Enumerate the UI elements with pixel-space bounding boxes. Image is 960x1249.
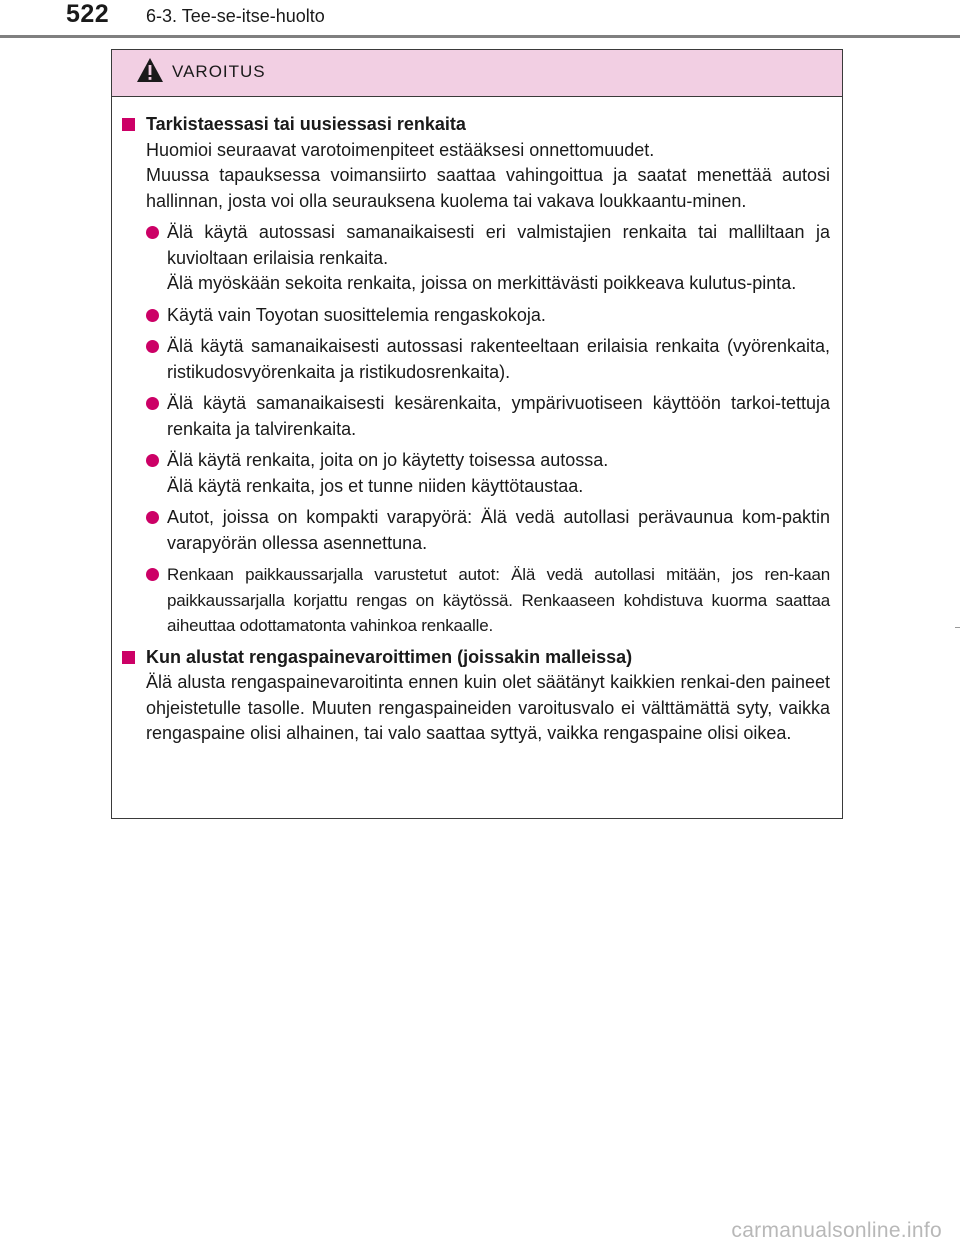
bullet-item [122, 391, 830, 442]
margin-tick [955, 627, 960, 628]
bullet-item [122, 562, 830, 639]
round-bullet-icon [146, 226, 159, 239]
round-bullet-icon [146, 454, 159, 467]
section-heading-text: Kun alustat rengaspainevaroittimen (joissakin malleissa) [146, 646, 633, 667]
bullet-text: Älä käytä renkaita, jos et tunne niiden käyttötaustaa. [167, 475, 584, 496]
bullet-text: Renkaan paikkaussarjalla varustetut autot: Älä vedä autollasi mitään, jos ren-kaan paikkaussarjalla korjattu rengas on käytössä. Renkaaseen kohdistuva kuorma saattaa aiheuttaa odottamatonta vahinkoa renkaalle. [167, 565, 830, 635]
section-heading-text: Tarkistaessasi tai uusiessasi renkaita [146, 114, 466, 134]
bullet-item [122, 334, 830, 385]
bullet-text: Käytä vain Toyotan suosittelemia rengaskokoja. [167, 304, 546, 325]
warning-label: VAROITUS [172, 62, 266, 81]
round-bullet-icon [146, 340, 159, 353]
section-title: 6-3. Tee-se-itse-huolto [146, 6, 325, 26]
watermark: carmanualsonline.info [731, 1219, 942, 1242]
bullet-text: Älä käytä samanaikaisesti autossasi rakenteeltaan erilaisia renkaita (vyörenkaita, ristikudosvyörenkaita ja ristikudosrenkaita). [167, 336, 830, 382]
bullet-text: Älä myöskään sekoita renkaita, joissa on merkittävästi poikkeava kulutus-pinta. [167, 273, 797, 293]
section-heading [122, 645, 830, 671]
bullet-item [122, 220, 830, 297]
warning-box [111, 49, 843, 819]
intro-line: Huomioi seuraavat varotoimenpiteet estääksesi onnettomuudet. [146, 139, 655, 160]
intro-paragraph [122, 138, 830, 215]
bullet-item [122, 303, 830, 329]
round-bullet-icon [146, 511, 159, 524]
bullet-item [122, 505, 830, 556]
warning-header [112, 50, 842, 97]
intro-line: Muussa tapauksessa voimansiirto saattaa vahingoittua ja saatat menettää autosi hallinnan, josta voi olla seurauksena kuolema tai vakava loukkaantu-minen. [146, 165, 830, 211]
square-bullet-icon [122, 118, 135, 131]
page-number: 522 [66, 0, 110, 28]
warning-body [112, 97, 842, 747]
round-bullet-icon [146, 568, 159, 581]
round-bullet-icon [146, 309, 159, 322]
section-heading [122, 112, 830, 138]
bullet-text: Älä käytä renkaita, joita on jo käytetty toisessa autossa. [167, 450, 609, 470]
bullet-item [122, 448, 830, 499]
warning-triangle-icon [136, 57, 164, 88]
header-divider [0, 35, 960, 38]
round-bullet-icon [146, 397, 159, 410]
section-paragraph: Älä alusta rengaspainevaroitinta ennen kuin olet säätänyt kaikkien renkai-den paineet ohjeistetulle tasolle. Muuten rengaspaineiden varoitusvalo ei välttämättä syty, vaikka rengaspaine olisi alhainen, tai valo saattaa syttyä, vaikka rengaspaine olisi oikea. [146, 672, 830, 743]
page-header [0, 0, 960, 40]
square-bullet-icon [122, 651, 135, 664]
bullet-text: Autot, joissa on kompakti varapyörä: Älä vedä autollasi perävaunua kom-paktin varapyörän ollessa asennettuna. [167, 507, 830, 553]
bullet-text: Älä käytä samanaikaisesti kesärenkaita, ympärivuotiseen käyttöön tarkoi-tettuja renkaita ja talvirenkaita. [167, 393, 830, 439]
bullet-text: Älä käytä autossasi samanaikaisesti eri valmistajien renkaita tai malliltaan ja kuvioltaan erilaisia renkaita. [167, 222, 830, 268]
